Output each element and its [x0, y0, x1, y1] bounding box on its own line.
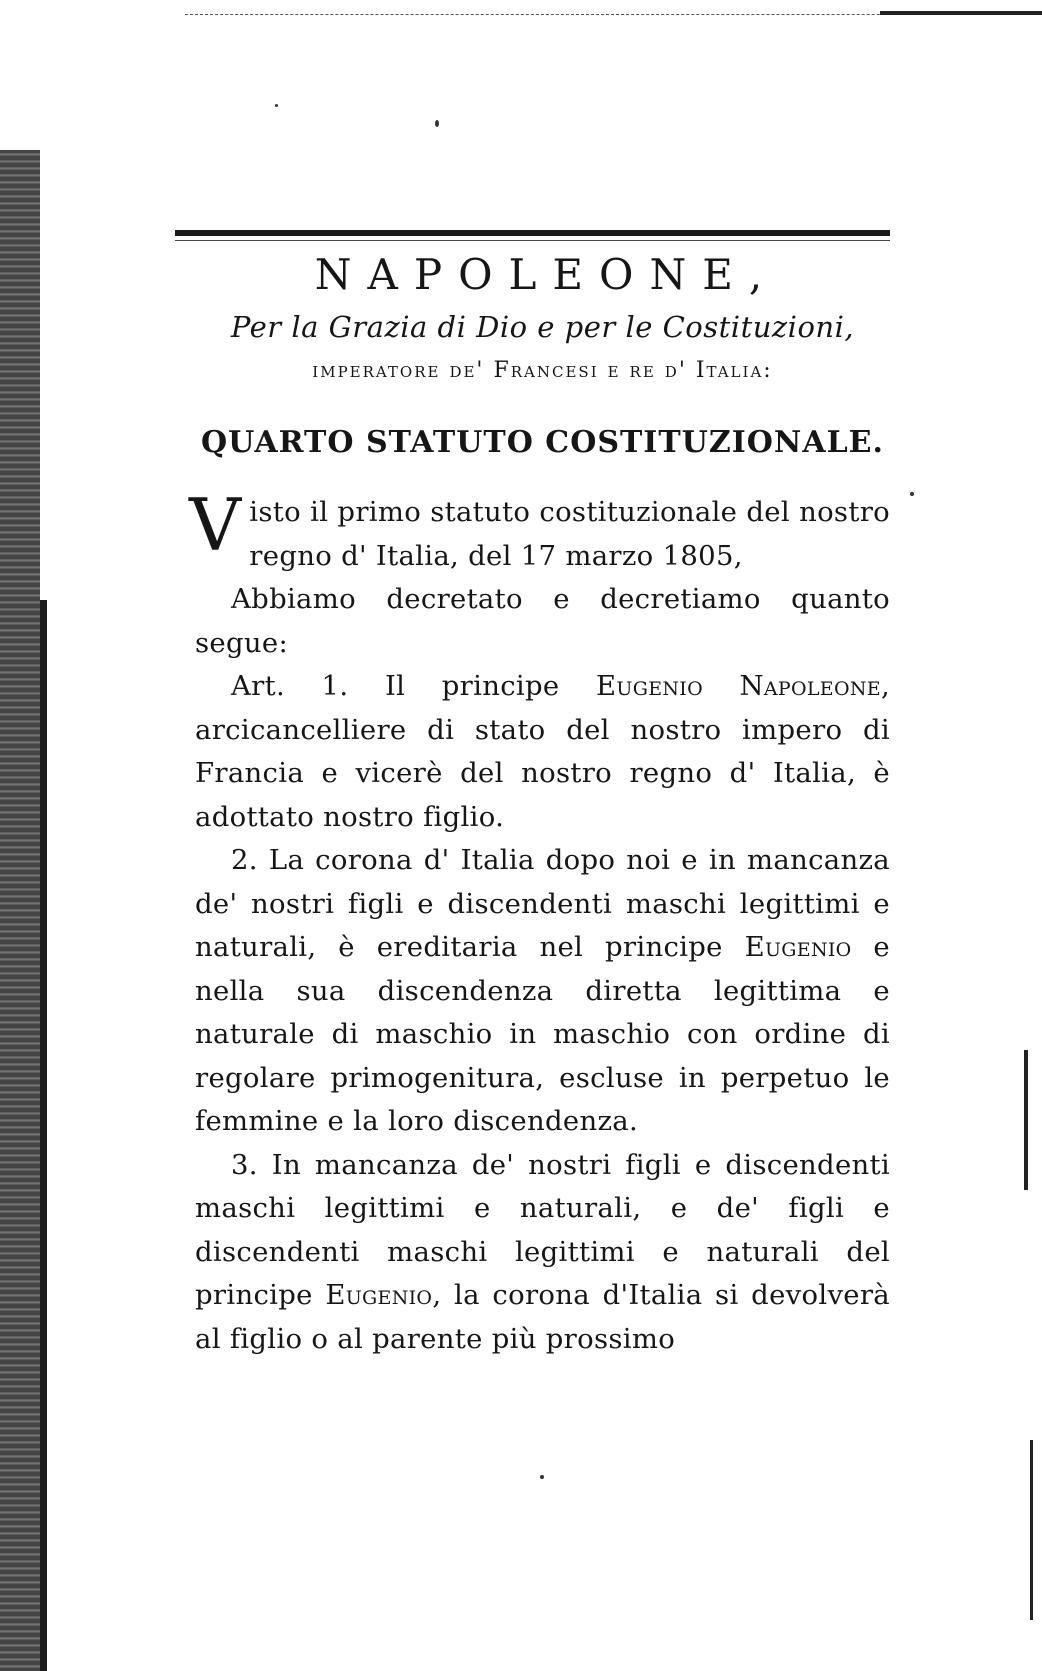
- preamble-text: isto il primo statuto costituzionale del nostro regno d' Italia, del 17 marzo 1805,: [249, 496, 890, 572]
- top-corner-rule: [880, 11, 1042, 15]
- margin-mark: [1024, 1050, 1028, 1190]
- document-title: QUARTO STATUTO COSTITUZIONALE.: [200, 425, 884, 460]
- page-binding-edge: [0, 150, 40, 1671]
- header-double-rule: [175, 230, 890, 241]
- preamble-paragraph: [189, 483, 890, 578]
- drop-cap: V: [189, 483, 242, 567]
- article-name-smallcaps: Eugenio Napoleone: [596, 670, 881, 702]
- article-number: 2.: [231, 844, 258, 876]
- article-number: Art. 1.: [231, 670, 349, 702]
- articles-list: [195, 665, 890, 1361]
- article-text: La corona d' Italia dopo noi e in mancanza de' nostri figli e discendenti maschi legittimi e naturali, è ereditaria nel principe: [195, 844, 890, 963]
- article-text: In mancanza de' nostri figli e discendenti maschi legittimi e naturali, e de' figli e discendenti maschi legittimi e naturali del principe: [195, 1148, 890, 1311]
- grace-line: Per la Grazia di Dio e per le Costituzioni,: [230, 310, 855, 344]
- article-text: , la corona d'Italia si devolverà al figlio o al parente più prossimo: [195, 1279, 890, 1355]
- article-name-smallcaps: Eugenio: [325, 1279, 433, 1311]
- page-content: [189, 245, 890, 1361]
- article-3: [195, 1144, 890, 1362]
- article-text: e nella sua discendenza diretta legittima e naturale di maschio in maschio con ordine di regolare primogenitura, escluse in perpetuo le femmine e la loro discendenza.: [195, 931, 890, 1137]
- ink-speck: [910, 492, 914, 496]
- sovereign-name: NAPOLEONE,: [314, 250, 779, 299]
- preamble: [189, 483, 890, 665]
- top-dashed-rule: [185, 14, 1000, 15]
- article-name-smallcaps: Eugenio: [744, 931, 852, 963]
- ink-speck: [540, 1475, 544, 1479]
- article-2: [195, 839, 890, 1144]
- ink-speck: [275, 104, 278, 107]
- page-binding-shadow: [40, 600, 47, 1671]
- margin-mark: [1030, 1440, 1033, 1620]
- imperial-titles: imperatore de' Francesi e re d' Italia:: [312, 358, 773, 383]
- ink-speck: [435, 120, 439, 127]
- article-number: 3.: [231, 1148, 258, 1181]
- article-text: Il principe: [348, 670, 597, 702]
- article-1: [195, 665, 890, 839]
- article-text: , arcicancelliere di stato del nostro impero di Francia e vicerè del nostro regno d' Italia, è adottato nostro figlio.: [195, 670, 890, 833]
- decree-paragraph: Abbiamo decretato e decretiamo quanto segue:: [195, 583, 890, 659]
